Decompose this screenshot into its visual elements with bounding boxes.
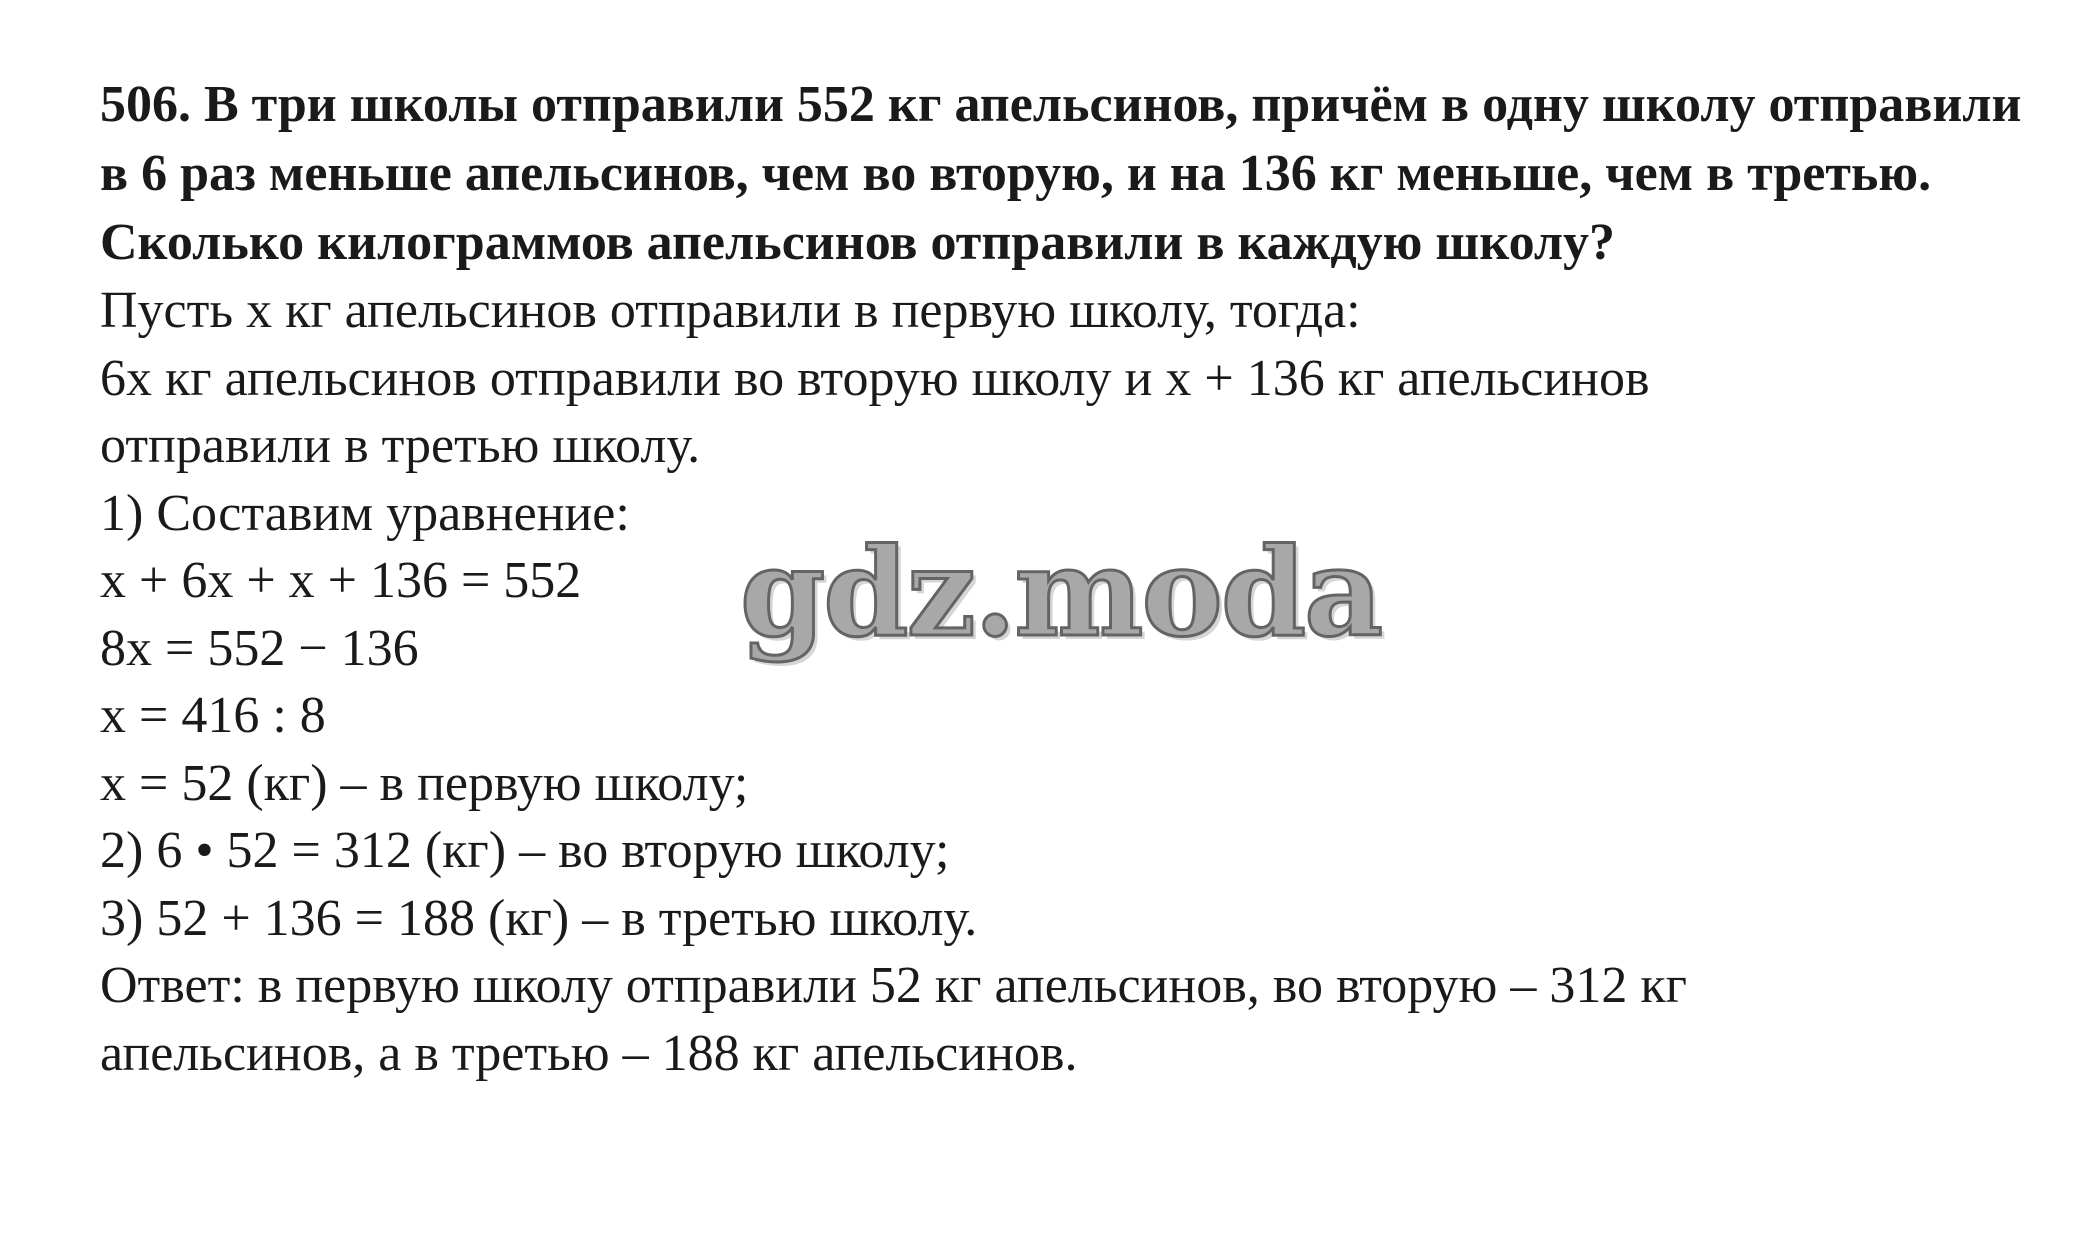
equation-line: x = 52 (кг) – в первую школу; — [100, 754, 749, 812]
answer-line: апельсинов, а в третью – 188 кг апельсинов. — [100, 1024, 1078, 1082]
problem-statement: 506. В три школы отправили 552 кг апельсинов, причём в одну школу отправили в 6 раз меньше апельсинов, чем во вторую, и на 136 кг меньше, чем в третью. Сколько килограммов апельсинов отправили в каждую школу? — [100, 76, 2022, 271]
solution-step: 1) Составим уравнение: — [100, 484, 630, 542]
solution-line: 6x кг апельсинов отправили во вторую школу и x + 136 кг апельсинов — [100, 349, 1650, 407]
solution-block — [100, 277, 2060, 1087]
solution-step: 2) 6 • 52 = 312 (кг) – во вторую школу; — [100, 822, 950, 879]
solution-line: отправили в третью школу. — [100, 417, 701, 474]
equation-line: x + 6x + x + 136 = 552 — [100, 552, 582, 609]
equation-line: x = 416 : 8 — [100, 687, 326, 744]
solution-step: 3) 52 + 136 = 188 (кг) – в третью школу. — [100, 889, 978, 947]
answer-line: Ответ: в первую школу отправили 52 кг апельсинов, во вторую – 312 кг — [100, 957, 1687, 1014]
watermark-logo: gdz.moda — [740, 520, 1382, 664]
solution-line: Пусть x кг апельсинов отправили в первую школу, тогда: — [100, 282, 1361, 339]
equation-line: 8x = 552 − 136 — [100, 619, 419, 677]
